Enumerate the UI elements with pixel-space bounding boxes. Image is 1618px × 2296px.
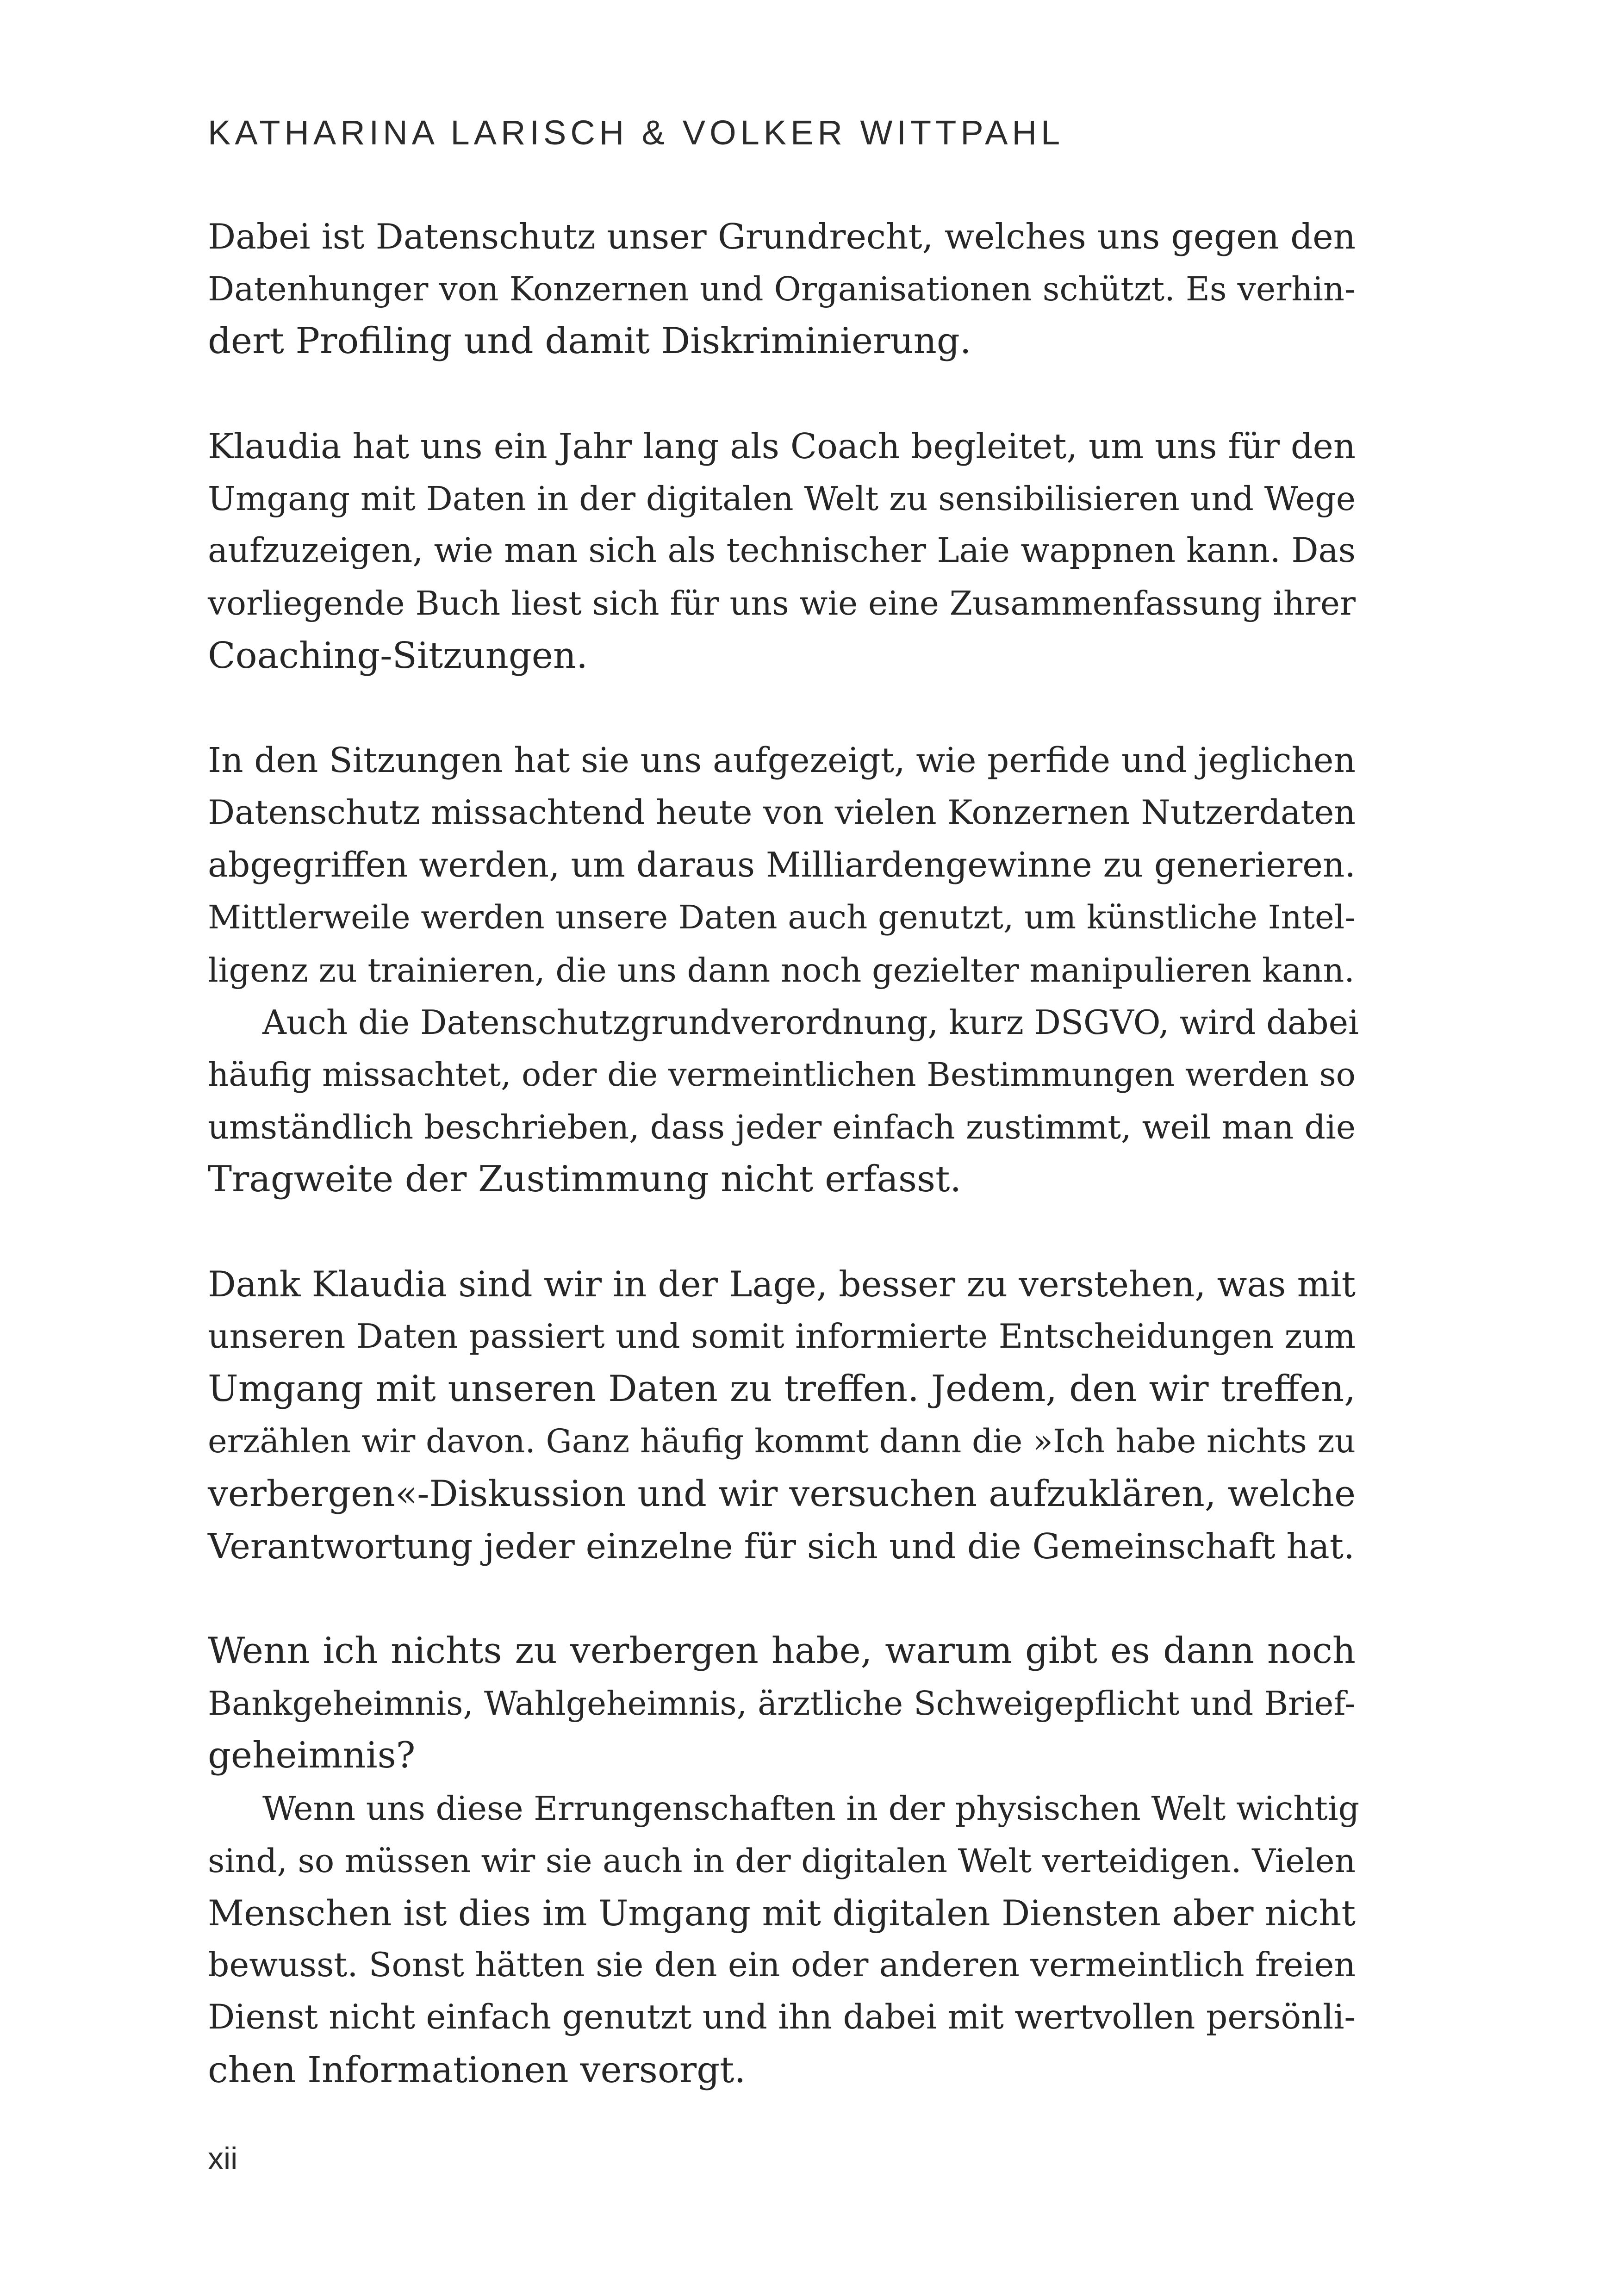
text-line: chen Informationen versorgt. — [208, 2049, 746, 2091]
paragraph-1 — [208, 211, 1356, 368]
paragraph-gap — [208, 682, 1356, 734]
paragraph-6 — [208, 1625, 1356, 1782]
text-line: In den Sitzungen hat sie uns aufgezeigt, wie perfide und jeglichen — [208, 740, 1356, 780]
text-line: unseren Daten passiert und somit informierte Entscheidungen zum — [208, 1317, 1356, 1356]
text-line: Auch die Datenschutzgrundverordnung, kurz DSGVO, wird dabei — [262, 1002, 1359, 1042]
text-line: umständlich beschrieben, dass jeder einfach zustimmt, weil man die — [208, 1108, 1356, 1147]
paragraph-7 — [208, 1782, 1360, 2097]
text-line: sind, so müssen wir sie auch in der digitalen Welt verteidigen. Vielen — [208, 1841, 1356, 1880]
text-line: Klaudia hat uns ein Jahr lang als Coach begleitet, um uns für den — [208, 426, 1356, 467]
text-line: abgegriffen werden, um daraus Milliardengewinne zu generieren. — [208, 845, 1356, 885]
paragraph-2 — [208, 420, 1356, 682]
page-number: xii — [208, 2141, 238, 2176]
text-line: Datenschutz missachtend heute von vielen Konzernen Nutzerdaten — [208, 793, 1356, 833]
text-line: Umgang mit unseren Daten zu treffen. Jedem, den wir treffen, — [208, 1368, 1356, 1410]
text-line: Mittlerweile werden unsere Daten auch genutzt, um künstliche Intel- — [208, 898, 1356, 937]
text-line: vorliegende Buch liest sich für uns wie eine Zusammenfassung ihrer — [208, 584, 1356, 623]
text-line: Menschen ist dies im Umgang mit digitalen Diensten aber nicht — [208, 1892, 1356, 1934]
text-line: Coaching-Sitzungen. — [208, 635, 588, 677]
text-line: Tragweite der Zustimmung nicht erfasst. — [208, 1158, 962, 1201]
text-line: bewusst. Sonst hätten sie den ein oder anderen vermeintlich freien — [208, 1946, 1356, 1985]
text-line: Wenn uns diese Errungenschaften in der physischen Welt wichtig — [262, 1789, 1360, 1828]
text-line: häufig missachtet, oder die vermeintlichen Bestimmungen werden so — [208, 1056, 1356, 1094]
paragraph-gap — [208, 368, 1356, 420]
text-line: ligenz zu trainieren, die uns dann noch gezielter manipulieren kann. — [208, 951, 1355, 989]
paragraph-4 — [208, 996, 1359, 1206]
paragraph-3 — [208, 734, 1356, 996]
text-line: Bankgeheimnis, Wahlgeheimnis, ärztliche Schweigepflicht und Brief- — [208, 1684, 1356, 1723]
text-line: Verantwortung jeder einzelne für sich und die Gemeinschaft hat. — [208, 1525, 1355, 1567]
text-line: geheimnis? — [208, 1735, 416, 1777]
text-line: aufzuzeigen, wie man sich als technischer Laie wappnen kann. Das — [208, 531, 1356, 571]
running-head-authors: KATHARINA LARISCH & VOLKER WITTPAHL — [208, 113, 1064, 152]
text-line: erzählen wir davon. Ganz häufig kommt dann die »Ich habe nichts zu — [208, 1422, 1356, 1461]
paragraph-gap — [208, 1206, 1356, 1258]
text-line: dert Profiling und damit Diskriminierung. — [208, 320, 971, 362]
text-line: Wenn ich nichts zu verbergen habe, warum gibt es dann noch — [208, 1630, 1356, 1672]
text-line: Umgang mit Daten in der digitalen Welt zu sensibilisieren und Wege — [208, 479, 1356, 518]
paragraph-5 — [208, 1258, 1356, 1573]
paragraph-gap — [208, 1573, 1356, 1625]
text-line: Datenhunger von Konzernen und Organisationen schützt. Es verhin- — [208, 270, 1356, 309]
body-text — [208, 211, 1360, 2097]
text-line: verbergen«-Diskussion und wir versuchen aufzuklären, welche — [208, 1473, 1356, 1515]
text-line: Dank Klaudia sind wir in der Lage, besser zu verstehen, was mit — [208, 1263, 1356, 1305]
text-line: Dienst nicht einfach genutzt und ihn dabei mit wertvollen persönli- — [208, 1998, 1356, 2037]
text-line: Dabei ist Datenschutz unser Grundrecht, welches uns gegen den — [208, 216, 1356, 257]
